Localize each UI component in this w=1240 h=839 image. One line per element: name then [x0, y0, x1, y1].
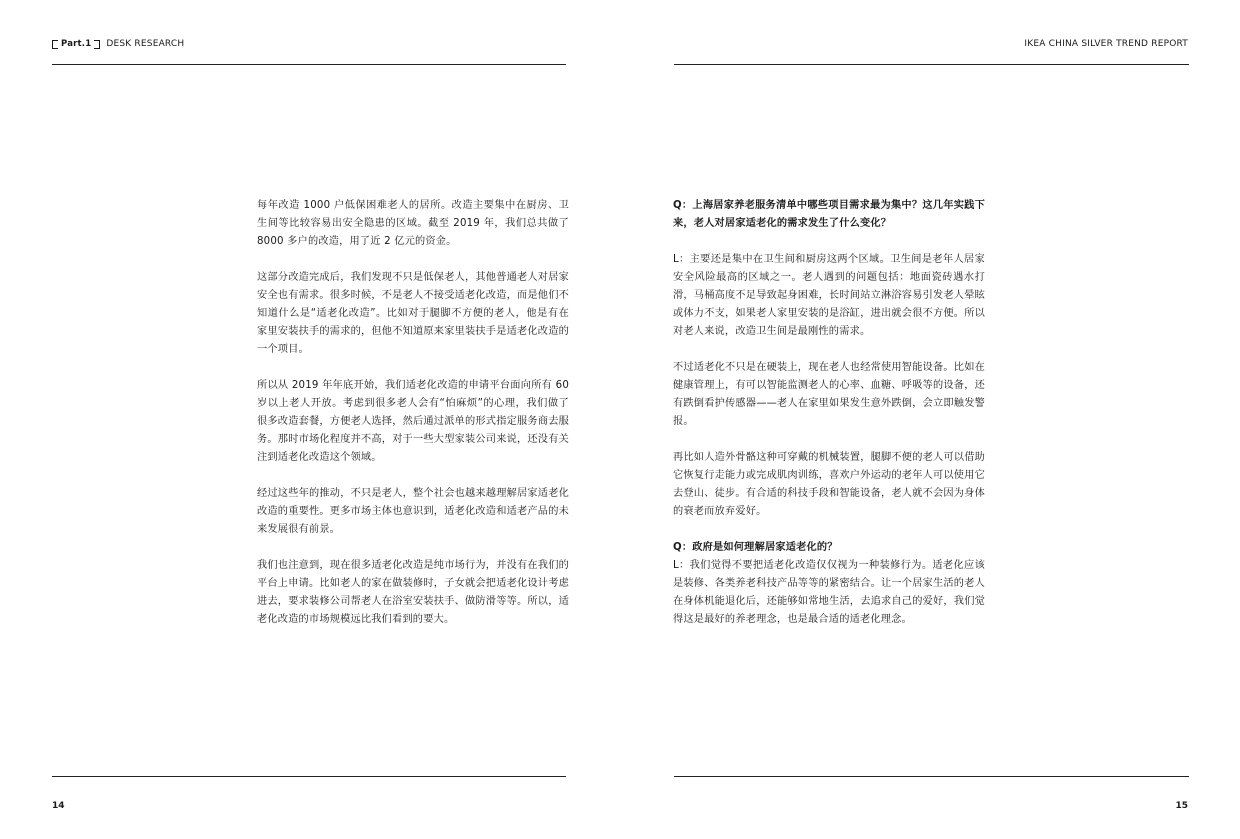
left-footer-rule	[52, 776, 566, 777]
paragraph: 这部分改造完成后，我们发现不只是低保老人，其他普通老人对居家安全也有需求。很多时候，不是老人不接受适老化改造，而是他们不知道什么是“适老化改造”。比如对于腿脚不方便的老人，他是有在家里安装扶手的需求的，但他不知道原来家里装扶手是适老化改造的一个项目。	[257, 272, 569, 355]
page-number-right: 15	[1175, 801, 1188, 811]
left-page-header	[52, 39, 184, 49]
right-body-text	[673, 197, 985, 647]
question-heading: Q：政府是如何理解居家适老化的？	[673, 542, 838, 553]
right-header-rule	[674, 64, 1189, 65]
section-title: DESK RESEARCH	[106, 39, 185, 49]
left-body-text	[257, 197, 569, 647]
part-label: Part.1	[61, 39, 92, 49]
paragraph: 我们也注意到，现在很多适老化改造是纯市场行为，并没有在我们的平台上申请。比如老人的家在做装修时，子女就会把适老化设计考虑进去，要求装修公司帮老人在浴室安装扶手、做防滑等等。所以，适老化改造的市场规模远比我们看到的要大。	[257, 560, 569, 625]
answer-paragraph: 再比如人造外骨骼这种可穿戴的机械装置，腿脚不便的老人可以借助它恢复行走能力或完成肌肉训练，喜欢户外运动的老年人可以使用它去登山、徒步。有合适的科技手段和智能设备，老人就不会因为身体的衰老而放弃爱好。	[673, 452, 985, 517]
bracket-left-icon	[52, 40, 58, 49]
part-tag	[52, 39, 100, 49]
answer-paragraph: 不过适老化不只是在硬装上，现在老人也经常使用智能设备。比如在健康管理上，有可以智能监测老人的心率、血糖、呼吸等的设备，还有跌倒看护传感器——老人在家里如果发生意外跌倒，会立即触发警报。	[673, 362, 985, 427]
answer-paragraph: L：我们觉得不要把适老化改造仅仅视为一种装修行为。适老化应该是装修、各类养老科技产品等等的紧密结合。让一个居家生活的老人在身体机能退化后，还能够如常地生活，去追求自己的爱好，我们觉得这是最好的养老理念，也是最合适的适老化理念。	[673, 560, 985, 625]
answer-paragraph: L：主要还是集中在卫生间和厨房这两个区域。卫生间是老年人居家安全风险最高的区域之一。老人遇到的问题包括：地面瓷砖遇水打滑，马桶高度不足导致起身困难，长时间站立淋浴容易引发老人晕眩或体力不支，如果老人家里安装的是浴缸，进出就会很不方便。所以对老人来说，改造卫生间是最刚性的需求。	[673, 254, 985, 337]
page-number-left: 14	[52, 801, 65, 811]
report-title: IKEA CHINA SILVER TREND REPORT	[1024, 39, 1188, 49]
left-header-rule	[52, 64, 566, 65]
right-footer-rule	[674, 776, 1189, 777]
paragraph: 每年改造 1000 户低保困难老人的居所。改造主要集中在厨房、卫生间等比较容易出安全隐患的区域。截至 2019 年，我们总共做了 8000 多户的改造，用了近 2 亿元的资金。	[257, 200, 569, 247]
paragraph: 所以从 2019 年年底开始，我们适老化改造的申请平台面向所有 60 岁以上老人开放。考虑到很多老人会有“怕麻烦”的心理，我们做了很多改造套餐，方便老人选择，然后通过派单的形式指定服务商去服务。那时市场化程度并不高，对于一些大型家装公司来说，还没有关注到适老化改造这个领域。	[257, 380, 569, 463]
bracket-right-icon	[94, 40, 100, 49]
paragraph: 经过这些年的推动，不只是老人，整个社会也越来越理解居家适老化改造的重要性。更多市场主体也意识到，适老化改造和适老产品的未来发展很有前景。	[257, 488, 569, 535]
question-heading: Q：上海居家养老服务清单中哪些项目需求最为集中？这几年实践下来，老人对居家适老化的需求发生了什么变化？	[673, 200, 985, 229]
right-page	[620, 0, 1240, 839]
